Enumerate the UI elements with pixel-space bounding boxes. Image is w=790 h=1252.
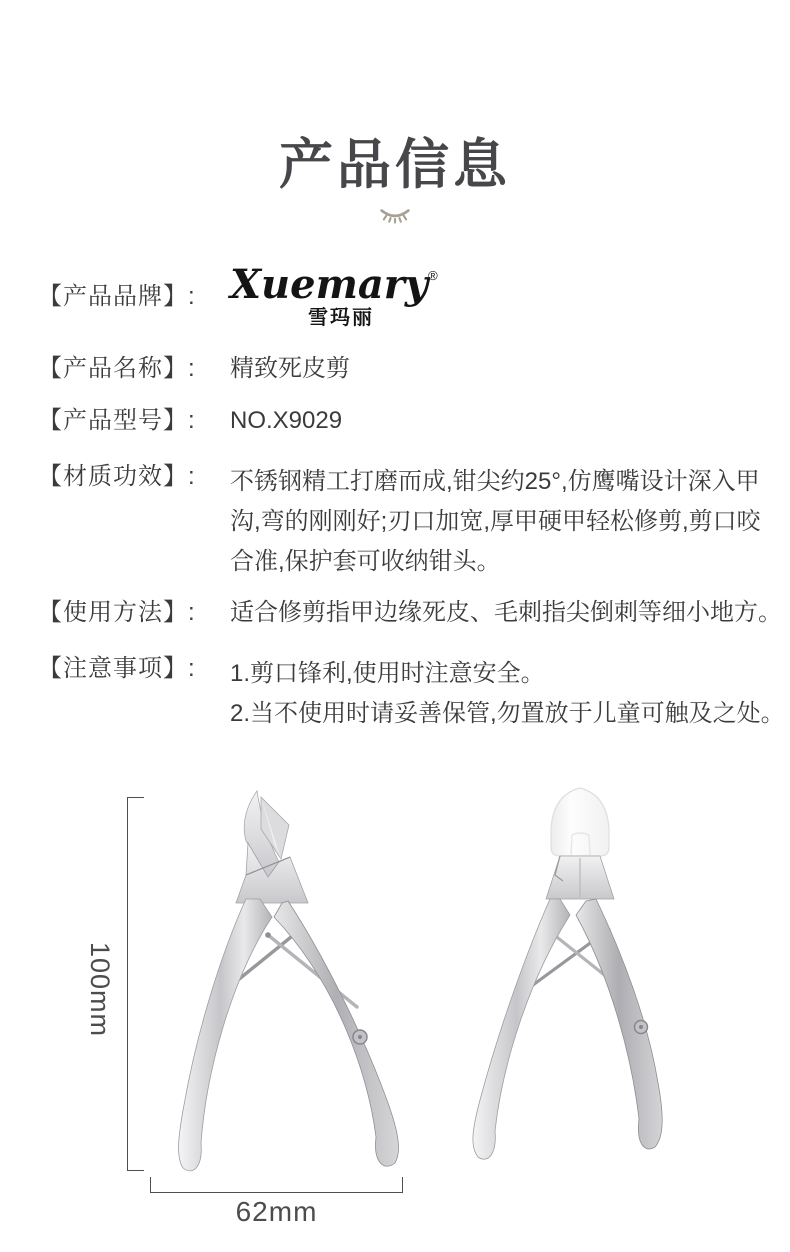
usage-label: 【使用方法】:	[38, 599, 196, 626]
notes-value	[216, 654, 785, 734]
cuticle-nipper-capped-image	[460, 785, 700, 1165]
notes-label: 【注意事项】:	[38, 655, 196, 682]
notes-line-1: 1.剪口锋利,使用时注意安全。	[230, 660, 545, 687]
material-label: 【材质功效】:	[38, 463, 196, 490]
eyelash-icon	[0, 206, 790, 229]
name-value: 精致死皮剪	[230, 355, 350, 382]
usage-value: 适合修剪指甲边缘死皮、毛刺指尖倒刺等细小地方。	[230, 599, 782, 626]
page-title: 产品信息	[279, 135, 511, 195]
notes-line-2: 2.当不使用时请妥善保管,勿置放于儿童可触及之处。	[230, 700, 785, 727]
product-info-list	[38, 260, 785, 734]
brand-row	[38, 260, 782, 330]
brand-logo-script: Xuemary	[230, 260, 429, 308]
height-dimension-line	[127, 797, 144, 1171]
height-dimension-label: 100mm	[85, 942, 115, 1038]
model-value: NO.X9029	[230, 407, 343, 434]
width-dimension-label: 62mm	[235, 1196, 318, 1227]
name-label: 【产品名称】:	[38, 355, 196, 382]
cuticle-nipper-open-image	[150, 785, 410, 1180]
registered-mark: ®	[428, 267, 438, 283]
model-label: 【产品型号】:	[38, 407, 196, 434]
notes-row	[38, 654, 785, 734]
name-row	[38, 354, 782, 384]
usage-row	[38, 598, 782, 628]
width-dimension-line	[150, 1177, 403, 1193]
brand-label: 【产品品牌】:	[38, 283, 196, 310]
model-row	[38, 406, 782, 436]
material-row	[38, 462, 782, 582]
brand-logo-chinese: 雪玛丽	[308, 306, 374, 329]
brand-logo	[216, 260, 438, 330]
material-value: 不锈钢精工打磨而成,钳尖约25°,仿鹰嘴设计深入甲沟,弯的刚刚好;刃口加宽,厚甲硬甲轻松修剪,剪口咬合准,保护套可收纳钳头。	[230, 468, 761, 575]
